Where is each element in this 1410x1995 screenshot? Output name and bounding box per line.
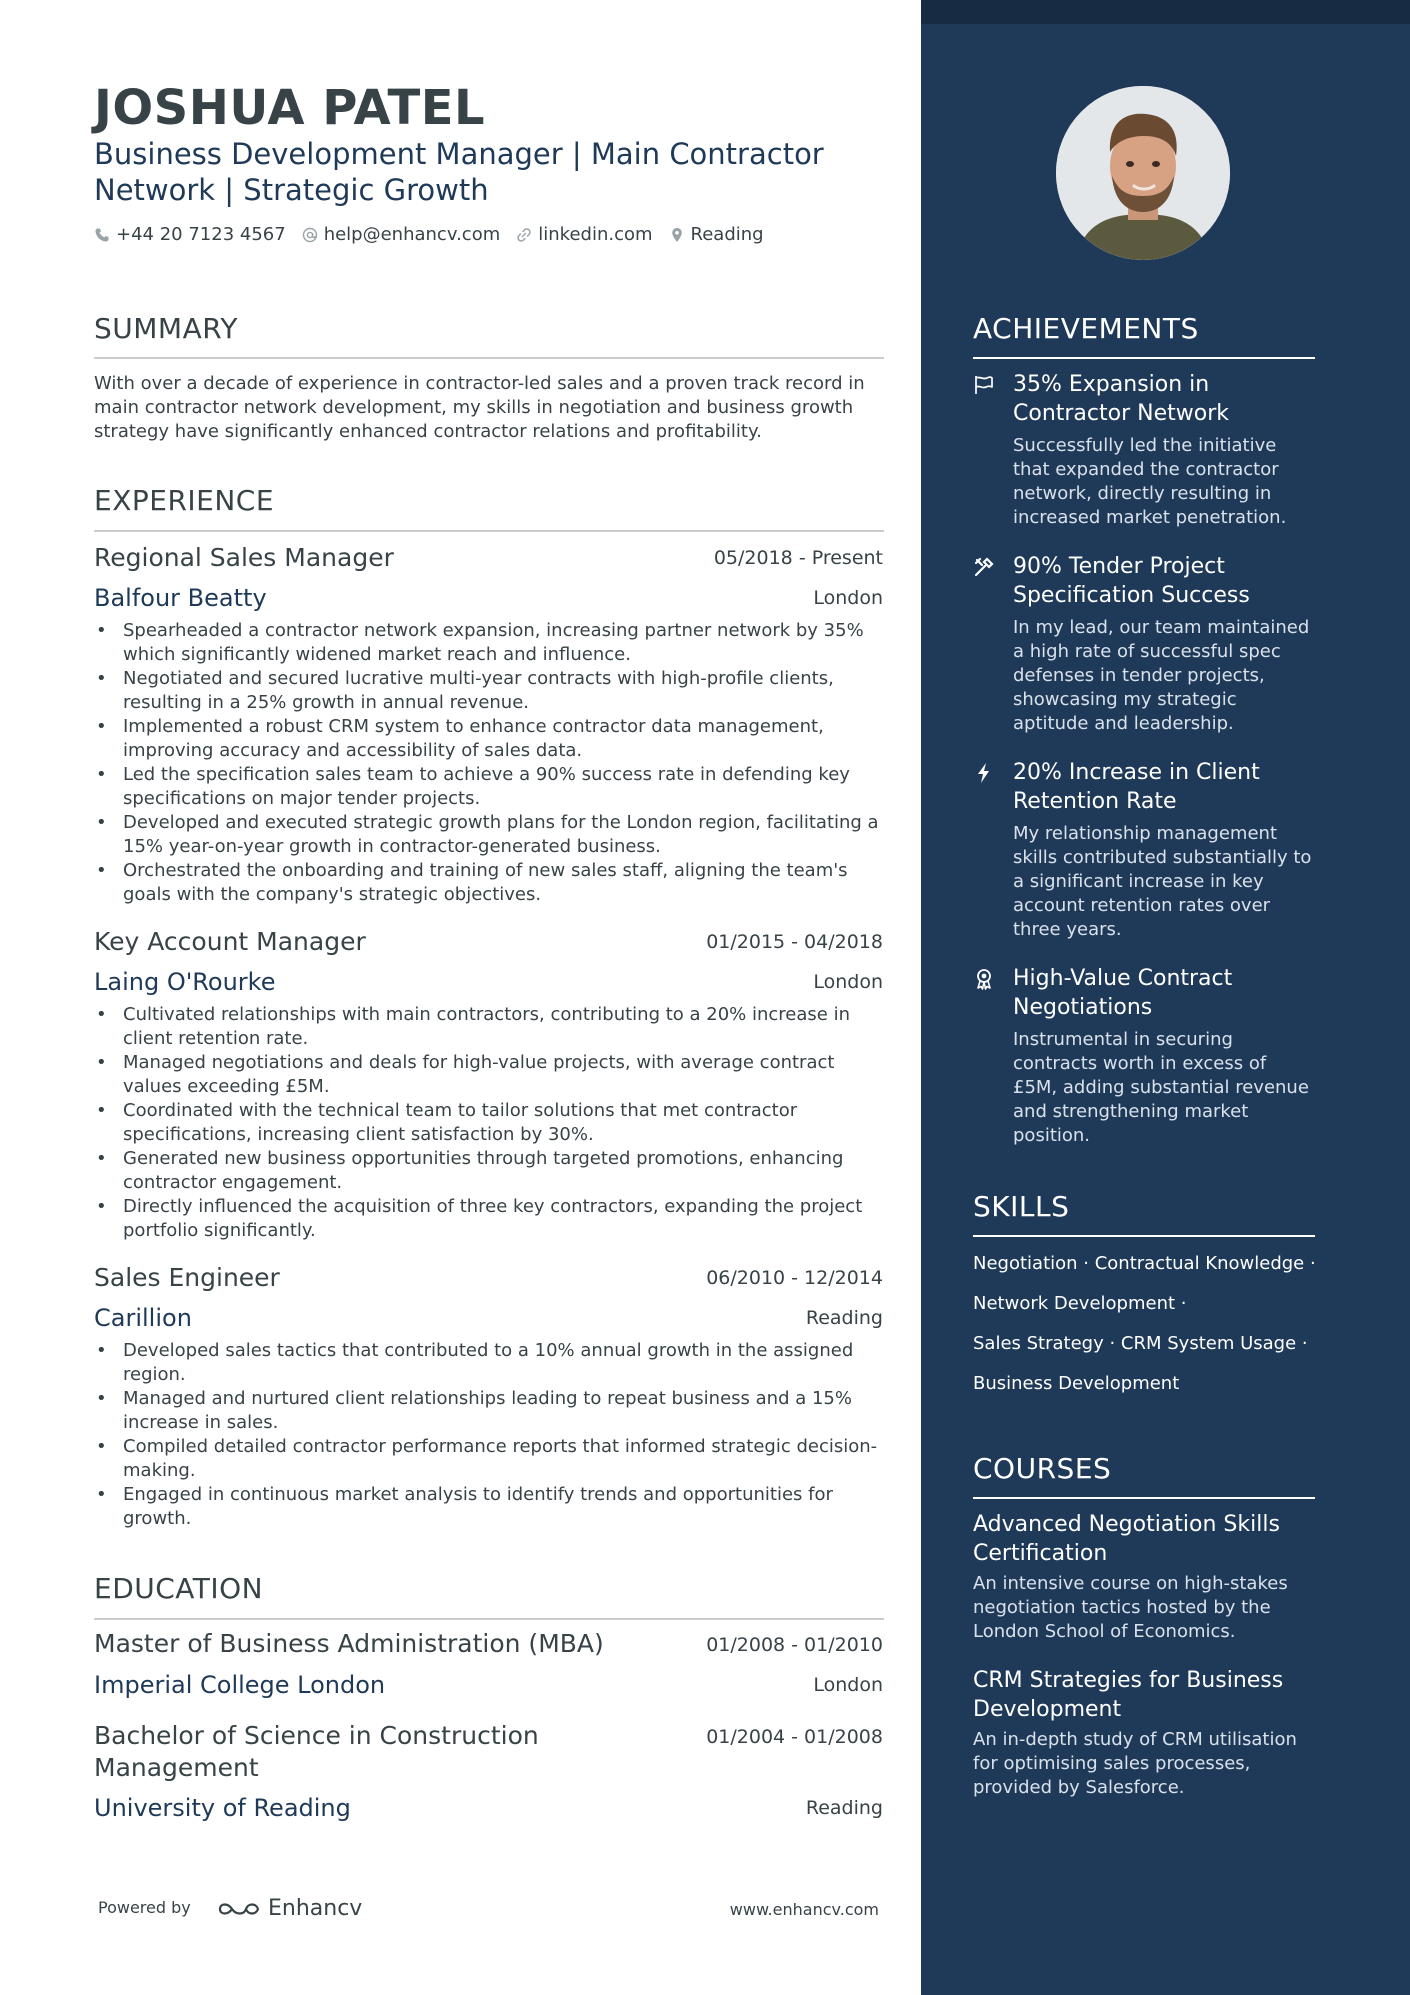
profile-photo bbox=[1056, 86, 1230, 260]
company-name: Carillion bbox=[94, 1304, 192, 1332]
skills-divider bbox=[973, 1235, 1315, 1237]
degree-title-line-2: Management bbox=[94, 1753, 259, 1782]
course-desc: An intensive course on high-stakes negotiation tactics hosted by the London School of Economics. bbox=[973, 1573, 1288, 1642]
profile-photo-illustration bbox=[1056, 86, 1230, 260]
bullet-item: • Managed negotiations and deals for high-value projects, with average contract values exceeding £5M. bbox=[94, 1051, 884, 1099]
degree-title-line-1: Bachelor of Science in Construction bbox=[94, 1721, 539, 1750]
job-bullets bbox=[94, 619, 884, 907]
achievement-desc: Successfully led the initiative that expanded the contractor network, directly resulting in increased market penetration. bbox=[1013, 435, 1287, 528]
achievement-item bbox=[973, 370, 1315, 530]
bullet-item: • Developed sales tactics that contributed to a 10% annual growth in the assigned region. bbox=[94, 1339, 884, 1387]
skills-list bbox=[973, 1244, 1333, 1404]
achievements-divider bbox=[973, 357, 1315, 359]
degree-title: Master of Business Administration (MBA) bbox=[94, 1629, 604, 1658]
course-item bbox=[973, 1510, 1315, 1644]
school-name: University of Reading bbox=[94, 1794, 351, 1822]
experience-heading: EXPERIENCE bbox=[94, 484, 275, 517]
experience-divider bbox=[94, 530, 884, 532]
education-divider bbox=[94, 1618, 884, 1620]
degree-date: 01/2004 - 01/2008 bbox=[706, 1726, 883, 1748]
courses-divider bbox=[973, 1497, 1315, 1499]
headline-line-1: Business Development Manager | Main Contractor bbox=[94, 137, 824, 171]
lightning-icon bbox=[973, 762, 995, 784]
achievement-desc: My relationship management skills contributed substantially to a significant increase in key account retention rates over three years. bbox=[1013, 823, 1312, 940]
contact-location bbox=[669, 224, 764, 245]
courses-heading: COURSES bbox=[973, 1452, 1112, 1485]
job-title: Key Account Manager bbox=[94, 927, 366, 956]
enhancv-logo-icon bbox=[216, 1897, 262, 1921]
candidate-name: JOSHUA PATEL bbox=[94, 80, 486, 136]
bullet-item: • Implemented a robust CRM system to enhance contractor data management, improving accuracy and accessibility of sales data. bbox=[94, 715, 884, 763]
link-icon bbox=[516, 227, 532, 243]
job-location: London bbox=[813, 587, 883, 609]
achievement-title: High-Value Contract Negotiations bbox=[1013, 966, 1233, 1020]
award-icon bbox=[973, 968, 995, 990]
enhancv-brand-text: Enhancv bbox=[268, 1896, 363, 1921]
job-title: Regional Sales Manager bbox=[94, 543, 394, 572]
achievement-desc: Instrumental in securing contracts worth in excess of £5M, adding substantial revenue and strengthening market position. bbox=[1013, 1029, 1309, 1146]
bullet-item: • Spearheaded a contractor network expansion, increasing partner network by 35% which significantly widened market reach and influence. bbox=[94, 619, 884, 667]
achievement-title: 35% Expansion in Contractor Network bbox=[1013, 372, 1229, 426]
at-icon bbox=[302, 227, 318, 243]
company-name: Balfour Beatty bbox=[94, 584, 267, 612]
job-location: Reading bbox=[805, 1307, 883, 1329]
headline-line-2: Network | Strategic Growth bbox=[94, 173, 489, 207]
job-bullets bbox=[94, 1339, 884, 1531]
bullet-item: • Engaged in continuous market analysis to identify trends and opportunities for growth. bbox=[94, 1483, 884, 1531]
achievement-desc: In my lead, our team maintained a high rate of successful spec defenses in tender projects, showcasing my strategic aptitude and leadership. bbox=[1013, 617, 1310, 734]
bullet-item: • Managed and nurtured client relationships leading to repeat business and a 15% increase in sales. bbox=[94, 1387, 884, 1435]
skills-line: Sales Strategy · CRM System Usage · bbox=[973, 1333, 1308, 1354]
phone-icon bbox=[94, 227, 110, 243]
skills-line: Negotiation · Contractual Knowledge · bbox=[973, 1253, 1316, 1274]
bullet-item: • Negotiated and secured lucrative multi-year contracts with high-profile clients, resulting in a 25% growth in annual revenue. bbox=[94, 667, 884, 715]
achievements-heading: ACHIEVEMENTS bbox=[973, 312, 1199, 345]
bullet-item: • Developed and executed strategic growth plans for the London region, facilitating a 15% year-on-year growth in contractor-generated business. bbox=[94, 811, 884, 859]
school-location: London bbox=[813, 1674, 883, 1696]
footer-url[interactable]: www.enhancv.com bbox=[729, 1900, 879, 1919]
degree-title bbox=[94, 1720, 539, 1784]
education-heading: EDUCATION bbox=[94, 1572, 264, 1605]
linkedin-text: linkedin.com bbox=[538, 224, 653, 245]
job-location: London bbox=[813, 971, 883, 993]
bullet-item: • Directly influenced the acquisition of three key contractors, expanding the project portfolio significantly. bbox=[94, 1195, 884, 1243]
achievement-title: 90% Tender Project Specification Success bbox=[1013, 554, 1250, 608]
tools-icon bbox=[973, 556, 995, 578]
contact-phone[interactable] bbox=[94, 224, 286, 245]
job-title: Sales Engineer bbox=[94, 1263, 280, 1292]
email-text: help@enhancv.com bbox=[323, 224, 501, 245]
job-date: 05/2018 - Present bbox=[713, 547, 883, 569]
sidebar-top-bar bbox=[921, 0, 1410, 24]
location-text: Reading bbox=[690, 224, 764, 245]
job-date: 06/2010 - 12/2014 bbox=[706, 1267, 883, 1289]
course-desc: An in-depth study of CRM utilisation for optimising sales processes, provided by Salesforce. bbox=[973, 1729, 1297, 1798]
enhancv-logo[interactable] bbox=[216, 1896, 362, 1921]
school-name: Imperial College London bbox=[94, 1671, 386, 1699]
school-location: Reading bbox=[805, 1797, 883, 1819]
contact-linkedin[interactable] bbox=[516, 224, 652, 245]
skills-line: Business Development bbox=[973, 1373, 1180, 1394]
summary-heading: SUMMARY bbox=[94, 312, 239, 345]
flag-icon bbox=[973, 374, 995, 396]
skills-line: Network Development · bbox=[973, 1293, 1187, 1314]
summary-text: With over a decade of experience in contractor-led sales and a proven track record in main contractor network development, my skills in negotiation and business growth strategy have significantly enhanced contractor relations and profitability. bbox=[94, 373, 865, 442]
bullet-item: • Orchestrated the onboarding and training of new sales staff, aligning the team's goals with the company's strategic objectives. bbox=[94, 859, 884, 907]
phone-text: +44 20 7123 4567 bbox=[116, 224, 286, 245]
summary-divider bbox=[94, 357, 884, 359]
degree-date: 01/2008 - 01/2010 bbox=[706, 1634, 883, 1656]
headline bbox=[94, 136, 884, 208]
bullet-item: • Coordinated with the technical team to tailor solutions that met contractor specifications, increasing client satisfaction by 30%. bbox=[94, 1099, 884, 1147]
bullet-item: • Led the specification sales team to achieve a 90% success rate in defending key specifications on major tender projects. bbox=[94, 763, 884, 811]
contact-bar bbox=[94, 224, 764, 245]
job-bullets bbox=[94, 1003, 884, 1243]
course-title: Advanced Negotiation Skills Certification bbox=[973, 1512, 1280, 1566]
bullet-item: • Generated new business opportunities through targeted promotions, enhancing contractor engagement. bbox=[94, 1147, 884, 1195]
location-pin-icon bbox=[669, 227, 685, 243]
achievement-title: 20% Increase in Client Retention Rate bbox=[1013, 760, 1260, 814]
contact-email[interactable] bbox=[302, 224, 501, 245]
course-item bbox=[973, 1666, 1315, 1800]
job-date: 01/2015 - 04/2018 bbox=[706, 931, 883, 953]
course-title: CRM Strategies for Business Development bbox=[973, 1668, 1284, 1722]
skills-heading: SKILLS bbox=[973, 1190, 1070, 1223]
powered-by-label: Powered by bbox=[98, 1898, 191, 1917]
bullet-item: • Compiled detailed contractor performance reports that informed strategic decision-making. bbox=[94, 1435, 884, 1483]
bullet-item: • Cultivated relationships with main contractors, contributing to a 20% increase in client retention rate. bbox=[94, 1003, 884, 1051]
sidebar bbox=[921, 0, 1410, 1995]
achievement-item bbox=[973, 552, 1315, 736]
company-name: Laing O'Rourke bbox=[94, 968, 276, 996]
achievement-item bbox=[973, 964, 1315, 1148]
achievement-item bbox=[973, 758, 1315, 942]
